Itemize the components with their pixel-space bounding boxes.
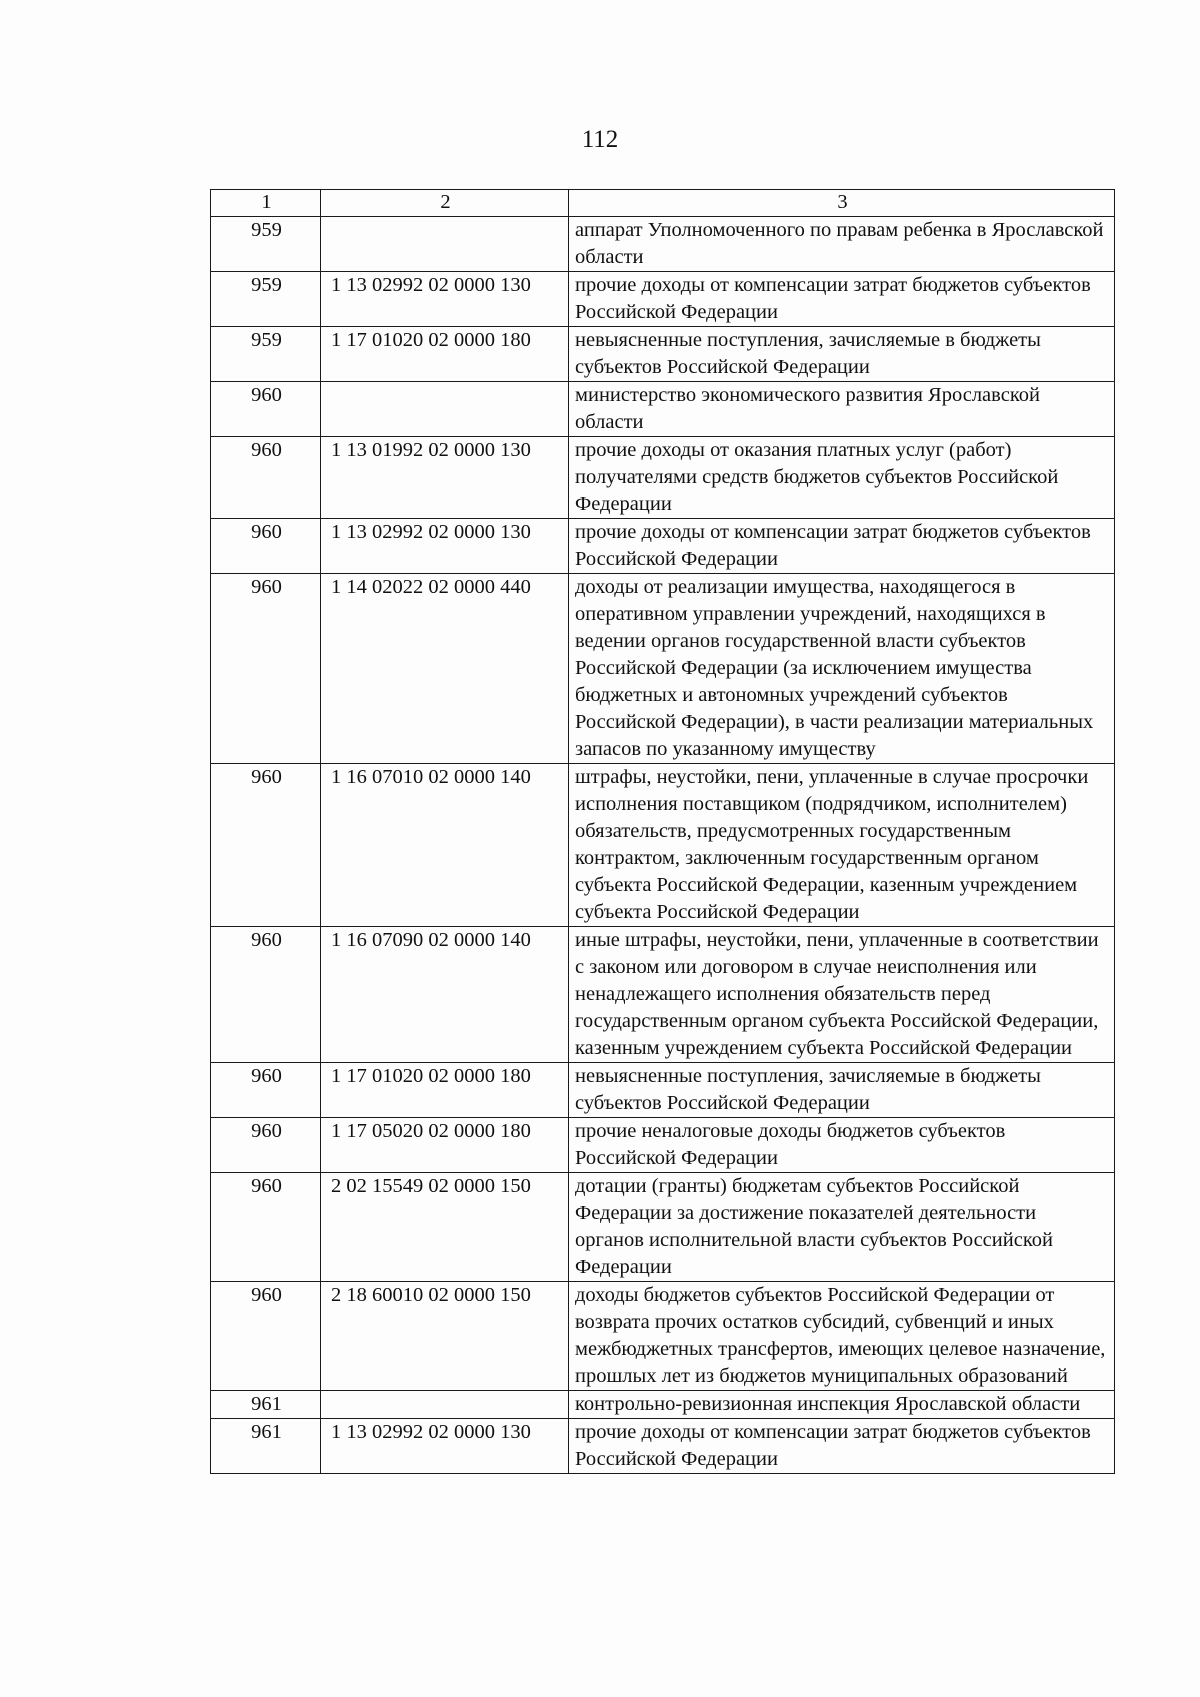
table-row	[211, 519, 1115, 574]
revenue-name-cell: невыясненные поступления, зачисляемые в бюджеты субъектов Российской Федерации	[569, 1063, 1115, 1118]
revenue-code-cell: 1 13 02992 02 0000 130	[321, 272, 569, 327]
revenue-code-cell: 1 14 02022 02 0000 440	[321, 574, 569, 764]
revenue-name-cell: министерство экономического развития Ярославской области	[569, 382, 1115, 437]
table-header-row	[211, 190, 1115, 217]
revenue-code-cell: 2 02 15549 02 0000 150	[321, 1173, 569, 1282]
revenue-name-cell: контрольно-ревизионная инспекция Ярославской области	[569, 1391, 1115, 1419]
header-col-1: 1	[211, 190, 321, 217]
admin-code-cell: 960	[211, 927, 321, 1063]
table-row	[211, 272, 1115, 327]
revenue-code-cell	[321, 382, 569, 437]
revenue-name-cell: прочие доходы от компенсации затрат бюджетов субъектов Российской Федерации	[569, 519, 1115, 574]
table-row	[211, 437, 1115, 519]
header-col-3: 3	[569, 190, 1115, 217]
revenue-code-cell: 1 13 02992 02 0000 130	[321, 1419, 569, 1474]
admin-code-cell: 960	[211, 519, 321, 574]
table-row	[211, 1282, 1115, 1391]
table-row	[211, 1391, 1115, 1419]
table-row	[211, 764, 1115, 927]
revenue-code-cell	[321, 1391, 569, 1419]
table-row	[211, 1063, 1115, 1118]
admin-code-cell: 960	[211, 1063, 321, 1118]
admin-code-cell: 960	[211, 382, 321, 437]
revenue-code-cell: 1 16 07010 02 0000 140	[321, 764, 569, 927]
revenue-name-cell: штрафы, неустойки, пени, уплаченные в случае просрочки исполнения поставщиком (подрядчиком, исполнителем) обязательств, предусмотренных государственным контрактом, заключенным государственным органом субъекта Российской Федерации, казенным учреждением субъекта Российской Федерации	[569, 764, 1115, 927]
revenue-name-cell: доходы бюджетов субъектов Российской Федерации от возврата прочих остатков субсидий, субвенций и иных межбюджетных трансфертов, имеющих целевое назначение, прошлых лет из бюджетов муниципальных образований	[569, 1282, 1115, 1391]
table-row	[211, 927, 1115, 1063]
revenue-name-cell: прочие доходы от компенсации затрат бюджетов субъектов Российской Федерации	[569, 1419, 1115, 1474]
admin-code-cell: 960	[211, 764, 321, 927]
admin-code-cell: 959	[211, 327, 321, 382]
page-number: 112	[581, 126, 619, 153]
table-row	[211, 1118, 1115, 1173]
revenue-codes-table	[210, 189, 1115, 1474]
admin-code-cell: 961	[211, 1419, 321, 1474]
table-row	[211, 327, 1115, 382]
revenue-name-cell: прочие неналоговые доходы бюджетов субъектов Российской Федерации	[569, 1118, 1115, 1173]
revenue-code-cell: 1 13 02992 02 0000 130	[321, 519, 569, 574]
admin-code-cell: 960	[211, 574, 321, 764]
revenue-name-cell: аппарат Уполномоченного по правам ребенка в Ярославской области	[569, 217, 1115, 272]
admin-code-cell: 961	[211, 1391, 321, 1419]
admin-code-cell: 960	[211, 437, 321, 519]
table-row	[211, 1173, 1115, 1282]
revenue-name-cell: доходы от реализации имущества, находящегося в оперативном управлении учреждений, находящихся в ведении органов государственной власти субъектов Российской Федерации (за исключением имущества бюджетных и автономных учреждений субъектов Российской Федерации), в части реализации материальных запасов по указанному имуществу	[569, 574, 1115, 764]
revenue-code-cell: 1 17 01020 02 0000 180	[321, 1063, 569, 1118]
revenue-code-cell: 1 13 01992 02 0000 130	[321, 437, 569, 519]
table-row	[211, 382, 1115, 437]
header-col-2: 2	[321, 190, 569, 217]
table-row	[211, 1419, 1115, 1474]
revenue-code-cell: 1 17 05020 02 0000 180	[321, 1118, 569, 1173]
admin-code-cell: 959	[211, 217, 321, 272]
table-row	[211, 574, 1115, 764]
revenue-code-cell: 2 18 60010 02 0000 150	[321, 1282, 569, 1391]
admin-code-cell: 959	[211, 272, 321, 327]
revenue-name-cell: дотации (гранты) бюджетам субъектов Российской Федерации за достижение показателей деятельности органов исполнительной власти субъектов Российской Федерации	[569, 1173, 1115, 1282]
table-row	[211, 217, 1115, 272]
admin-code-cell: 960	[211, 1173, 321, 1282]
revenue-name-cell: прочие доходы от оказания платных услуг (работ) получателями средств бюджетов субъектов Российской Федерации	[569, 437, 1115, 519]
revenue-code-cell: 1 17 01020 02 0000 180	[321, 327, 569, 382]
revenue-name-cell: невыясненные поступления, зачисляемые в бюджеты субъектов Российской Федерации	[569, 327, 1115, 382]
revenue-name-cell: иные штрафы, неустойки, пени, уплаченные в соответствии с законом или договором в случае неисполнения или ненадлежащего исполнения обязательств перед государственным органом субъекта Российской Федерации, казенным учреждением субъекта Российской Федерации	[569, 927, 1115, 1063]
admin-code-cell: 960	[211, 1282, 321, 1391]
revenue-code-cell: 1 16 07090 02 0000 140	[321, 927, 569, 1063]
revenue-code-cell	[321, 217, 569, 272]
revenue-name-cell: прочие доходы от компенсации затрат бюджетов субъектов Российской Федерации	[569, 272, 1115, 327]
admin-code-cell: 960	[211, 1118, 321, 1173]
